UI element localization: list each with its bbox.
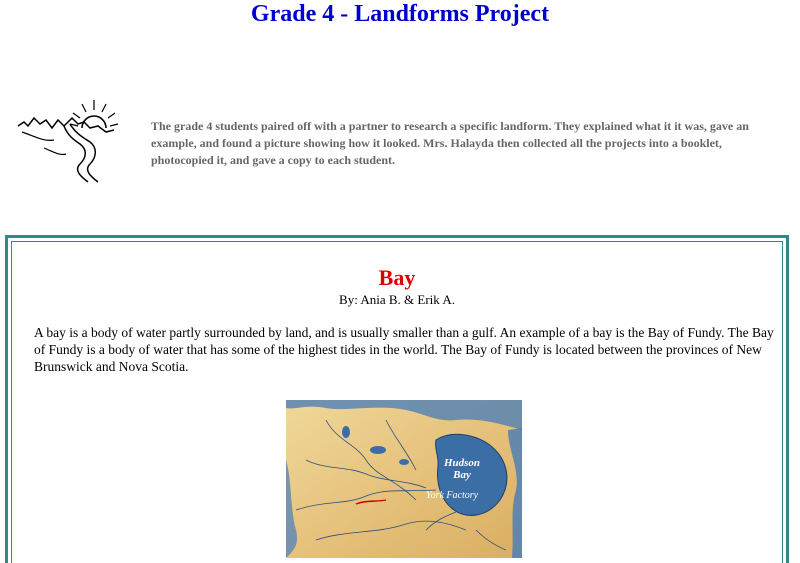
landform-card-inner xyxy=(11,241,783,563)
map-lake xyxy=(399,459,409,465)
page-title: Grade 4 - Landforms Project xyxy=(250,1,550,27)
map-lake xyxy=(370,446,386,454)
map-lake xyxy=(342,426,350,438)
landform-card xyxy=(5,235,789,563)
map-illustration xyxy=(286,400,522,558)
map-label-bay: Bay xyxy=(453,469,471,481)
mountain-sun-river-icon xyxy=(14,96,124,186)
landform-title: Bay xyxy=(378,265,416,290)
bay-map-image xyxy=(286,400,522,558)
map-label-hudson: Hudson xyxy=(443,457,481,469)
landform-description: A bay is a body of water partly surrounded by land, and is usually smaller than a gulf. An example of a bay is the Bay of Fundy. The Bay of Fundy is a body of water that has some of the highest tides in the world. The Bay of Fundy is located between the provinces of New Brunswick and Nova Scotia. xyxy=(34,325,774,374)
intro-paragraph: The grade 4 students paired off with a partner to research a specific landform. They explained what it it was, gave an example, and found a picture showing how it looked. Mrs. Halayda then collected all the projects into a booklet, photocopied it, and gave a copy to each student. xyxy=(151,119,749,167)
landform-byline: By: Ania B. & Erik A. xyxy=(339,292,455,307)
map-label-york-factory: York Factory xyxy=(425,490,479,501)
